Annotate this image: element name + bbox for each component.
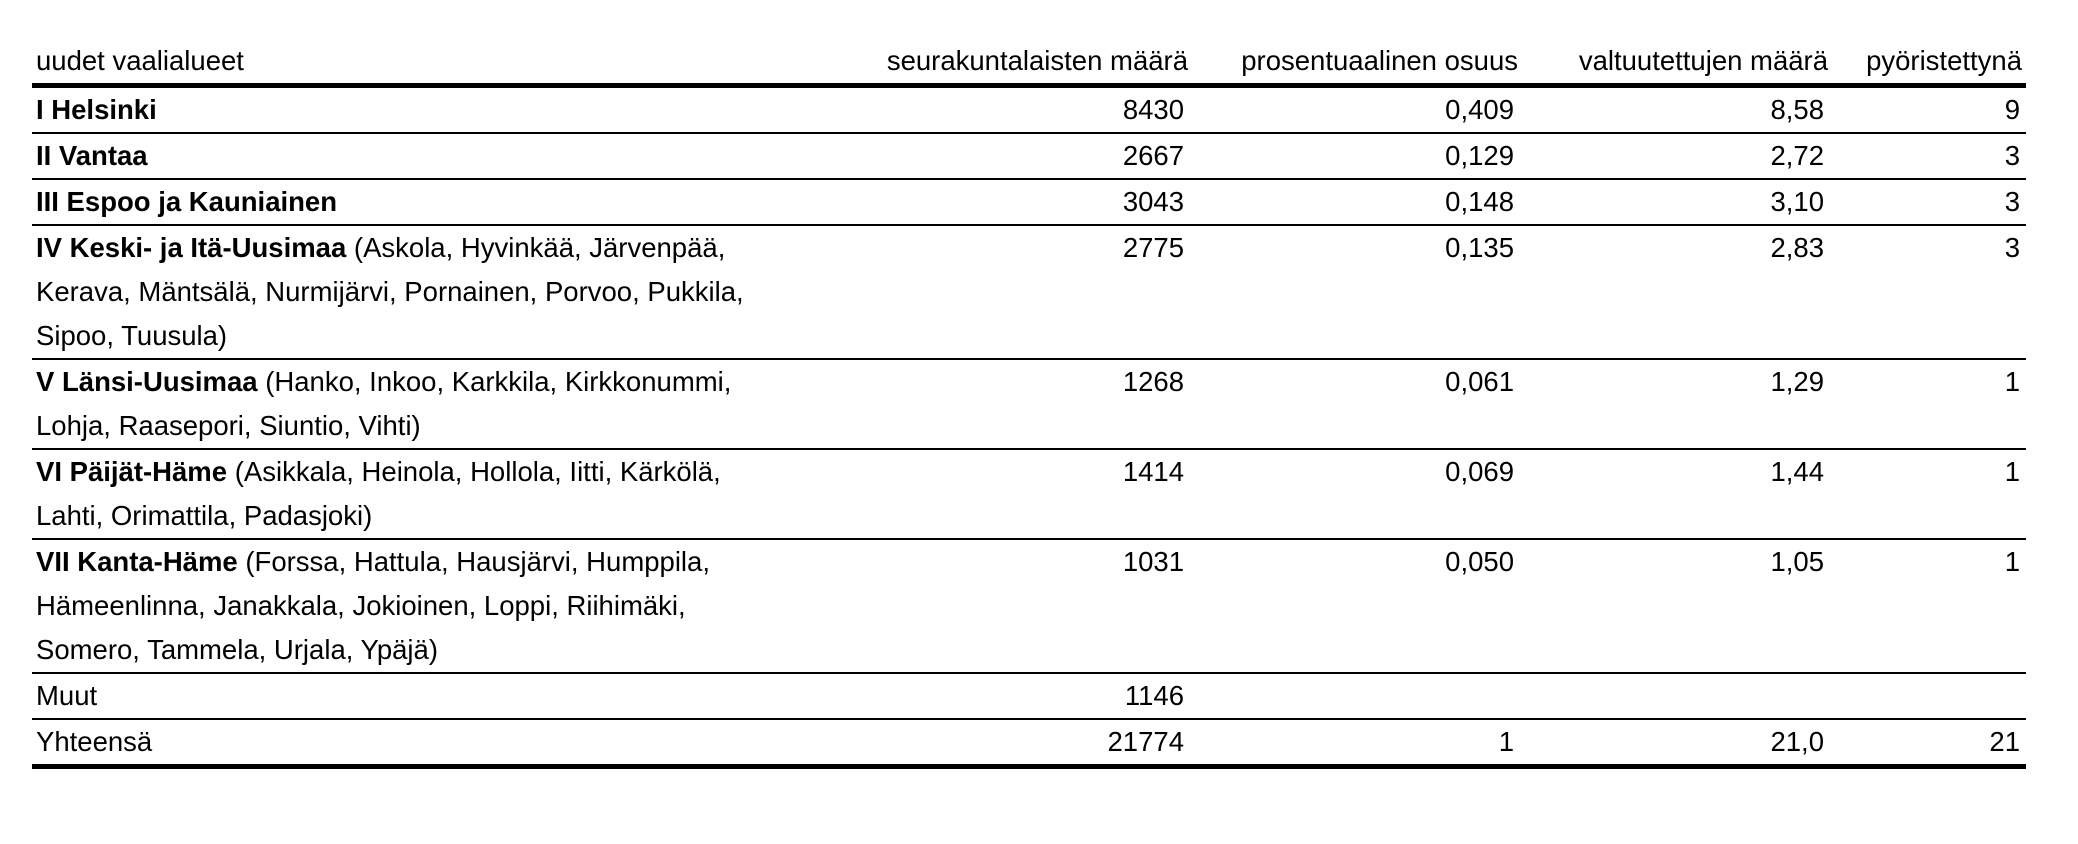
district-municipalities: (Asikkala, Heinola, Hollola, Iitti, Kärkölä, Lahti, Orimattila, Padasjoki) <box>36 456 721 531</box>
district-name: VI Päijät-Häme <box>36 456 228 487</box>
rounded-cell: 1 <box>1832 449 2026 539</box>
district-municipalities: (Forssa, Hattula, Hausjärvi, Humppila, Hämeenlinna, Janakkala, Jokioinen, Loppi, Riihimäki, Somero, Tammela, Urjala, Ypäjä) <box>36 546 710 665</box>
members-cell: 1031 <box>822 539 1192 673</box>
share-cell: 0,061 <box>1192 359 1522 449</box>
members-cell: 1146 <box>822 673 1192 719</box>
delegates-cell: 1,05 <box>1522 539 1832 673</box>
members-cell: 2667 <box>822 133 1192 179</box>
table-row <box>32 539 2026 673</box>
delegates-cell: 2,83 <box>1522 225 1832 359</box>
header-districts: uudet vaalialueet <box>32 38 822 86</box>
share-cell: 0,409 <box>1192 86 1522 134</box>
share-cell: 0,069 <box>1192 449 1522 539</box>
delegates-cell: 3,10 <box>1522 179 1832 225</box>
share-cell: 0,129 <box>1192 133 1522 179</box>
share-cell: 0,135 <box>1192 225 1522 359</box>
district-name-cell <box>32 673 822 719</box>
district-name-cell <box>32 133 822 179</box>
table-row <box>32 673 2026 719</box>
district-name-cell <box>32 179 822 225</box>
table-row <box>32 179 2026 225</box>
district-name-cell <box>32 449 822 539</box>
members-cell: 1268 <box>822 359 1192 449</box>
table-row <box>32 225 2026 359</box>
rounded-cell: 1 <box>1832 359 2026 449</box>
total-rounded: 21 <box>1832 719 2026 767</box>
share-cell: 0,050 <box>1192 539 1522 673</box>
table-row <box>32 86 2026 134</box>
district-name: I Helsinki <box>36 94 157 125</box>
table-row <box>32 359 2026 449</box>
total-row <box>32 719 2026 767</box>
members-cell: 3043 <box>822 179 1192 225</box>
total-delegates: 21,0 <box>1522 719 1832 767</box>
header-row <box>32 38 2026 86</box>
table-row <box>32 449 2026 539</box>
total-share: 1 <box>1192 719 1522 767</box>
rounded-cell <box>1832 673 2026 719</box>
district-name: IV Keski- ja Itä-Uusimaa <box>36 232 347 263</box>
header-members: seurakuntalaisten määrä <box>822 38 1192 86</box>
district-name-cell <box>32 359 822 449</box>
share-cell <box>1192 673 1522 719</box>
electoral-districts-table <box>32 38 2026 769</box>
rounded-cell: 3 <box>1832 225 2026 359</box>
members-cell: 2775 <box>822 225 1192 359</box>
delegates-cell: 1,29 <box>1522 359 1832 449</box>
district-name: VII Kanta-Häme <box>36 546 238 577</box>
share-cell: 0,148 <box>1192 179 1522 225</box>
table-row <box>32 133 2026 179</box>
total-members: 21774 <box>822 719 1192 767</box>
members-cell: 1414 <box>822 449 1192 539</box>
header-share: prosentuaalinen osuus <box>1192 38 1522 86</box>
district-name: V Länsi-Uusimaa <box>36 366 258 397</box>
district-municipalities: (Askola, Hyvinkää, Järvenpää, Kerava, Mäntsälä, Nurmijärvi, Pornainen, Porvoo, Pukkila, Sipoo, Tuusula) <box>36 232 744 351</box>
rounded-cell: 1 <box>1832 539 2026 673</box>
district-name: II Vantaa <box>36 140 148 171</box>
rounded-cell: 3 <box>1832 179 2026 225</box>
district-name-cell <box>32 86 822 134</box>
total-label: Yhteensä <box>32 719 822 767</box>
delegates-cell: 1,44 <box>1522 449 1832 539</box>
delegates-cell: 2,72 <box>1522 133 1832 179</box>
district-municipalities: (Hanko, Inkoo, Karkkila, Kirkkonummi, Lohja, Raasepori, Siuntio, Vihti) <box>36 366 732 441</box>
district-name-cell <box>32 225 822 359</box>
rounded-cell: 9 <box>1832 86 2026 134</box>
district-name: III Espoo ja Kauniainen <box>36 186 338 217</box>
district-municipalities: Muut <box>36 680 98 711</box>
members-cell: 8430 <box>822 86 1192 134</box>
delegates-cell: 8,58 <box>1522 86 1832 134</box>
delegates-cell <box>1522 673 1832 719</box>
district-name-cell <box>32 539 822 673</box>
header-delegates: valtuutettujen määrä <box>1522 38 1832 86</box>
rounded-cell: 3 <box>1832 133 2026 179</box>
header-rounded: pyöristettynä <box>1832 38 2026 86</box>
